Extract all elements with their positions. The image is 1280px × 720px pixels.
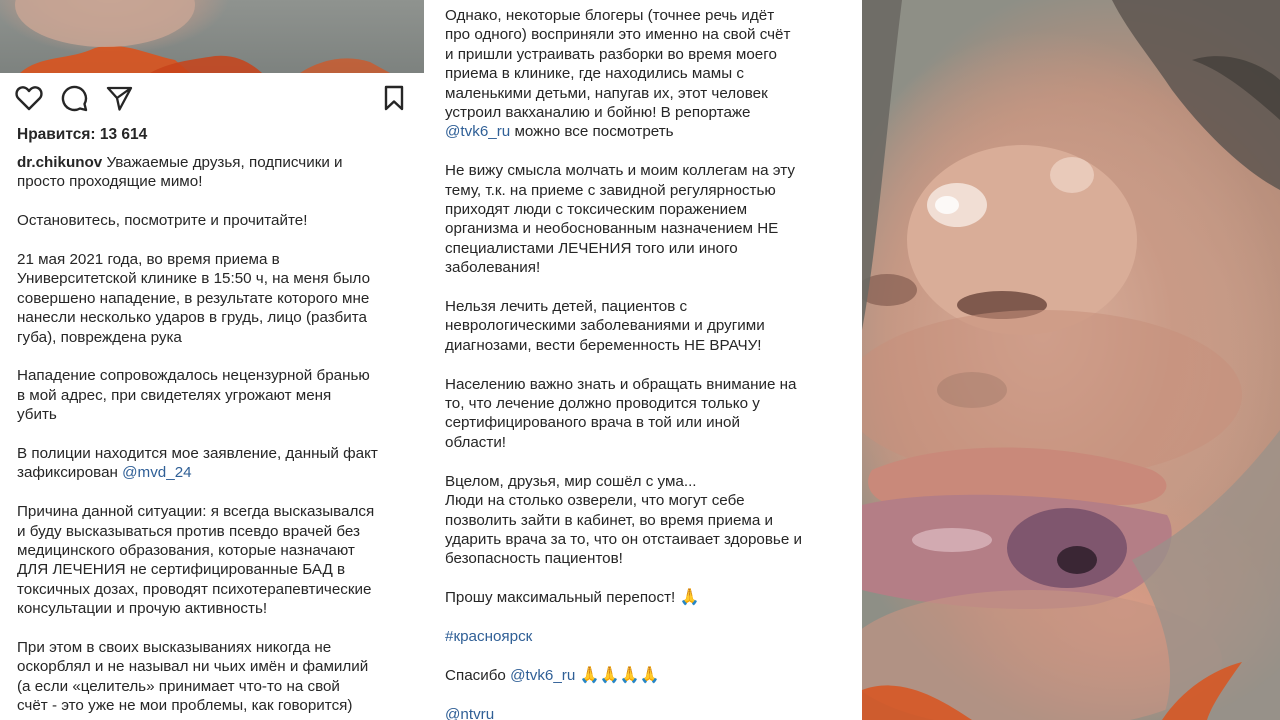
caption-paragraph: Вцелом, друзья, мир сошёл с ума... Люди на столько озверели, что могут себе позволить зайти в кабинет, во время приема и ударить врача за то, что он отстаивает здоровье и безопасность пациентов! [445,472,802,568]
caption-paragraph: Прошу максимальный перепост! 🙏 [445,589,700,607]
pray-emoji: 🙏 [679,589,700,607]
shirt-pattern [0,0,424,73]
caption-paragraph: Не вижу смысла молчать и моим коллегам на эту тему, т.к. на приеме с завидной регулярностью приходят люди с токсическим поражением организма и необоснованным назначением НЕ специалистами ЛЕЧЕНИЯ того или иного заболевания! [445,162,795,277]
post-caption-middle [445,6,850,720]
post-action-bar [0,82,424,118]
caption-paragraph: dr.chikunov Уважаемые друзья, подписчики и просто проходящие мимо! [17,154,343,191]
username-link[interactable]: dr.chikunov [17,154,103,171]
comment-icon[interactable] [58,82,90,114]
injury-photo[interactable] [862,0,1280,720]
caption-paragraph: Причина данной ситуации: я всегда высказывался и буду высказываться против псевдо врачей без медицинского образования, которые назначают ДЛЯ ЛЕЧЕНИЯ не сертифицированные БАД в токсичных дозах, проводят психотерапевтические консультации и прочую активность! [17,503,375,618]
likes-count[interactable]: Нравится: 13 614 [17,126,148,143]
caption-paragraph [445,705,850,720]
mention-tvk6-link[interactable]: @tvk6_ru [510,666,576,684]
caption-paragraph: Однако, некоторые блогеры (точнее речь идёт про одного) восприняли это именно на свой счёт и пришли устраивать разборки во время моего приема в клинике, где находились мамы с маленькими детьми, напугав их, этот человек устроил вакханалию и бойню! В репортаже @tvk6_ru можно все посмотреть [445,7,791,141]
face-closeup [862,0,1280,720]
caption-paragraph: 21 мая 2021 года, во время приема в Университетской клинике в 15:50 ч, на меня было совершено нападение, в результате которого мне нанесли несколько ударов в грудь, лицо (разбита губа), повреждена рука [17,251,371,346]
paper-plane-icon[interactable] [103,82,135,114]
hashtag-link[interactable]: #красноярск [445,627,533,645]
caption-paragraph [445,627,850,646]
post-photo-chin[interactable] [0,0,424,73]
mention-tvk6-link[interactable]: @tvk6_ru [445,123,511,141]
bookmark-icon[interactable] [378,82,410,114]
post-caption-left [17,153,412,720]
mention-mvd-link[interactable]: @mvd_24 [122,464,192,482]
pray-emoji: 🙏🙏🙏🙏 [575,666,660,684]
caption-paragraph: В полиции находится мое заявление, данный факт зафиксирован @mvd_24 [17,445,378,482]
caption-paragraph: Нападение сопровождалось нецензурной бранью в мой адрес, при свидетелях угрожают меня убить [17,367,370,424]
heart-icon[interactable] [13,82,45,114]
caption-paragraph: Спасибо @tvk6_ru 🙏🙏🙏🙏 [445,666,660,684]
caption-paragraph: Населению важно знать и обращать внимание на то, что лечение должно проводится только у сертифицированого врача в той или иной области! [445,375,797,451]
instagram-post-left [0,0,424,720]
caption-paragraph: Остановитесь, посмотрите и прочитайте! [17,212,308,230]
caption-paragraph: Нельзя лечить детей, пациентов с неврологическими заболеваниями и другими диагнозами, вести беременность НЕ ВРАЧУ! [445,298,765,354]
mention-ntv-link[interactable]: @ntvru [445,705,495,720]
caption-paragraph: При этом в своих высказываниях никогда не оскорблял и не называл ни чьих имён и фамилий (а если «целитель» принимает что-то на свой счёт - это уже не мои проблемы, как говорится) [17,639,369,715]
instagram-post-continued [424,0,862,720]
